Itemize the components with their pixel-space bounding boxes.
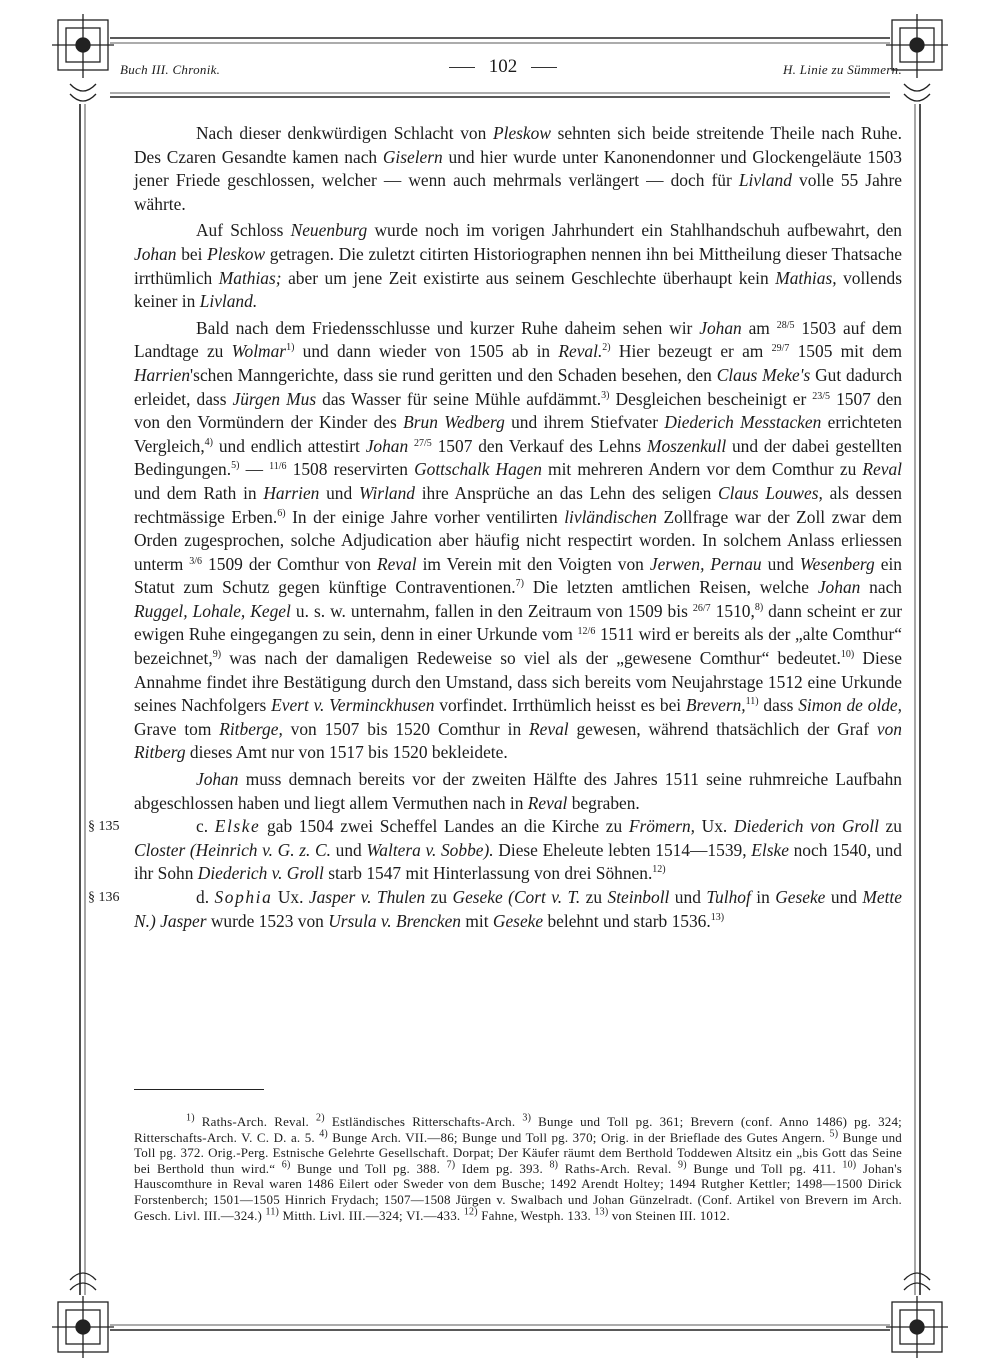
footnote-block: $^{1)}$ Raths-Arch. Reval. $^{2)}$ Estländisches Ritterschafts-Arch. $^{3)}$ Bunge und Toll pg. 361; Brevern (conf. Anno 1486) pg. 324; Ritterschafts-Arch. V. C. D. a. 5. $^{4)}$ Bunge Arch. VII.—86; Bunge und Toll pg. 370; Orig. in der Brieflade des Gutes Angern. $^{5)}$ Bunge und Toll pg. 372. Orig.-Perg. Estnische Gelehrte Gesellschaft. Dorpat; Der Käufer räumt dem Berthold Toddewen Altsitz ein „bis Gott das Seine bei Berthold thun wird.“ $^{6)}$ Bunge und Toll pg. 388. $^{7)}$ Idem pg. 393. $^{8)}$ Raths-Arch. Reval. $^{9)}$ Bunge und Toll pg. 411. $^{10)}$ Johan's Hauscomthure in Reval waren 1486 Eilert oder Sweder von dem Busche; 1492 Arendt Holtey; 1494 Rutgher Kettler; 1498—1500 Dirick Forstenberch; 1501—1505 Hinrich Frydach; 1507—1508 Jürgen v. Swalbach und Johan Günzelradt. (Conf. Artikel von Brevern im Arch. Gesch. Livl. III.—324.) $^{11)}$ Mitth. Livl. III.—324; VI.—433. $^{12)}$ Fahne, Westph. 133. $^{13)}$ von Steinen III. 1012. <box>134 1112 902 1223</box>
footnote-marker: 5) <box>829 1128 839 1140</box>
footnote-marker: 6) <box>281 1159 291 1171</box>
date-fraction: 29/7 <box>771 343 790 355</box>
footnote-marker: 4) <box>319 1128 328 1140</box>
footnote-ref: 6) <box>277 507 286 519</box>
footnote-marker: 10) <box>842 1159 857 1171</box>
footnote-ref: 1) <box>286 342 295 354</box>
paragraph-elske: c. Elske gab 1504 zwei Scheffel Landes an die Kirche zu Frömern, Ux. Diederich von Groll zu Closter (Heinrich v. G. z. C. und Waltera v. Sobbe). Diese Eheleute lebten 1514—1539, Elske noch 1540, und ihr Sohn Diederich v. Groll starb 1547 mit Hinterlassung von drei Söhnen.$^{12)}$ <box>134 816 902 884</box>
main-text <box>88 122 903 933</box>
footnote-marker: 11) <box>265 1206 280 1218</box>
footnote-ref: 7) <box>515 578 524 590</box>
footnote-ref: 11) <box>745 696 759 708</box>
footnote-ref: 13) <box>710 911 725 923</box>
paragraph-johan-career: Bald nach dem Friedensschlusse und kurzer Ruhe daheim sehen wir Johan am $^{28/5}$ 1503 auf dem Landtage zu Wolmar$^{1)}$ und dann wieder von 1505 ab in Reval.$^{2)}$ Hier bezeugt er am $^{29/7}$ 1505 mit dem Harrien'schen Manngerichte, dass sie rund geritten und den Schaden besehen, den Claus Meke's Gut dadurch erleidet, dass Jürgen Mus das Wasser für seine Mühle aufdämmt.$^{3)}$ Desgleichen bescheinigt er $^{23/5}$ 1507 den von den Vormündern der Kinder des Brun Wedberg und ihrem Stiefvater Diederich Messtacken errichteten Vergleich,$^{4)}$ und endlich attestirt Johan $^{27/5}$ 1507 den Verkauf des Lehns Moszenkull und der dabei gestellten Bedingungen.$^{5)}$ — $^{11/6}$ 1508 reservirten Gottschalk Hagen mit mehreren Andern vor dem Comthur zu Reval und dem Rath in Harrien und Wirland ihre Ansprüche an das Lehn des seligen Claus Louwes, als dessen rechtmässige Erben.$^{6)}$ In der einige Jahre vorher ventilirten livländischen Zollfrage war der Zoll zwar dem Orden zugesprochen, solche Adjudication aber häufig nicht respectirt worden. In solchem Anlass erliessen unterm $^{3/6}$ 1509 der Comthur von Reval im Verein mit den Voigten von Jerwen, Pernau und Wesenberg ein Statut zum Schutz gegen künftige Contraventionen.$^{7)}$ Die letzten amtlichen Reisen, welche Johan nach Ruggel, Lohale, Kegel u. s. w. unternahm, fallen in den Zeitraum von 1509 bis $^{26/7}$ 1510,$^{8)}$ dann scheint er zur ewigen Ruhe eingegangen zu sein, denn in einer Urkunde vom $^{12/6}$ 1511 wird er bereits als der „alte Comthur“ bezeichnet,$^{9)}$ was nach der damaligen Redeweise so viel als der „gewesene Comthur“ bedeutet.$^{10)}$ Diese Annahme findet ihre Bestätigung durch den Umstand, dass sich bereits vom Neujahrstage 1512 eine Urkunde seines Nachfolgers Evert v. Verminckhusen vorfindet. Irrthümlich heisst es bei Brevern,$^{11)}$ dass Simon de olde, Grave tom Ritberge, von 1507 bis 1520 Comthur in Reval gewesen, während thatsächlich der Graf von Ritberg dieses Amt nur von 1517 bis 1520 bekleidete. <box>134 317 903 763</box>
footnote-ref: 10) <box>840 649 855 661</box>
footnote-marker: 8) <box>549 1159 559 1171</box>
page-number: 102 <box>488 56 518 77</box>
entry-section-135 <box>88 815 902 886</box>
date-fraction: 28/5 <box>776 319 795 331</box>
footnotes <box>134 1114 902 1223</box>
section-marker-136: § 136 <box>88 890 120 905</box>
paragraph-sophia: d. Sophia Ux. Jasper v. Thulen zu Geseke (Cort v. T. zu Steinboll und Tulhof in Geseke und Mette N.) Jasper wurde 1523 von Ursula v. Brencken mit Geseke belehnt und starb 1536.$^{13)}$ <box>134 887 902 931</box>
footnote-marker: 3) <box>522 1112 532 1124</box>
entry-section-136 <box>88 886 902 933</box>
running-header <box>100 56 906 86</box>
footnote-ref: 3) <box>601 389 610 401</box>
footnote-marker: 13) <box>594 1206 609 1218</box>
section-marker-135: § 135 <box>88 819 120 835</box>
footnote-ref: 2) <box>602 342 611 354</box>
footnote-ref: 12) <box>652 864 666 876</box>
header-dash-left <box>449 67 475 68</box>
footnote-marker: 12) <box>463 1206 478 1218</box>
date-fraction: 26/7 <box>692 602 711 614</box>
date-fraction: 11/6 <box>269 461 287 473</box>
footnote-separator <box>134 1089 264 1090</box>
footnote-ref: 4) <box>204 436 214 448</box>
header-line-title: H. Linie zu Sümmern. <box>782 62 902 77</box>
paragraph-battle-peace: Nach dieser denkwürdigen Schlacht von Pleskow sehnten sich beide streitende Theile nach Ruhe. Des Czaren Gesandte kamen nach Giselern und hier wurde unter Kanonendonner und Glockengeläute 1503 jener Friede geschlossen, welcher — wenn auch mehrmals verlängert — doch für Livland volle 55 Jahre währte. <box>134 123 902 214</box>
footnote-marker: 7) <box>446 1159 456 1171</box>
person-name-sophia: Sophia <box>214 887 273 907</box>
header-dash-right <box>531 67 557 68</box>
footnote-ref: 8) <box>754 602 764 614</box>
corner-ornament-bottom-left <box>52 1273 114 1358</box>
corner-ornament-bottom-right <box>886 1273 948 1358</box>
paragraph-gauntlet: Auf Schloss Neuenburg wurde noch im vorigen Jahrhundert ein Stahlhandschuh aufbewahrt, den Johan bei Pleskow getragen. Die zuletzt citirten Historiographen nennen ihn bei Mittheilung dieser Thatsache irrthümlich Mathias; aber um jene Zeit existirte aus seinem Geschlechte überhaupt kein Mathias, vollends keiner in Livland. <box>134 220 903 312</box>
footnote-marker: 9) <box>678 1159 687 1171</box>
footnote-marker: 1) <box>186 1112 195 1124</box>
date-fraction: 3/6 <box>189 555 203 567</box>
date-fraction: 12/6 <box>577 626 596 638</box>
header-book-chronicle: Buch III. Chronik. <box>120 62 221 77</box>
date-fraction: 23/5 <box>812 390 831 402</box>
footnote-ref: 5) <box>231 460 240 472</box>
person-name-elske: Elske <box>214 816 261 837</box>
footnote-ref: 9) <box>212 649 222 661</box>
footnote-marker: 2) <box>316 1112 325 1124</box>
paragraph-johan-burial: Johan muss demnach bereits vor der zweiten Hälfte des Jahres 1511 seine ruhmreiche Laufbahn abgeschlossen haben und liegt allem Vermuthen nach in Reval begraben. <box>134 769 902 813</box>
date-fraction: 27/5 <box>414 437 432 449</box>
